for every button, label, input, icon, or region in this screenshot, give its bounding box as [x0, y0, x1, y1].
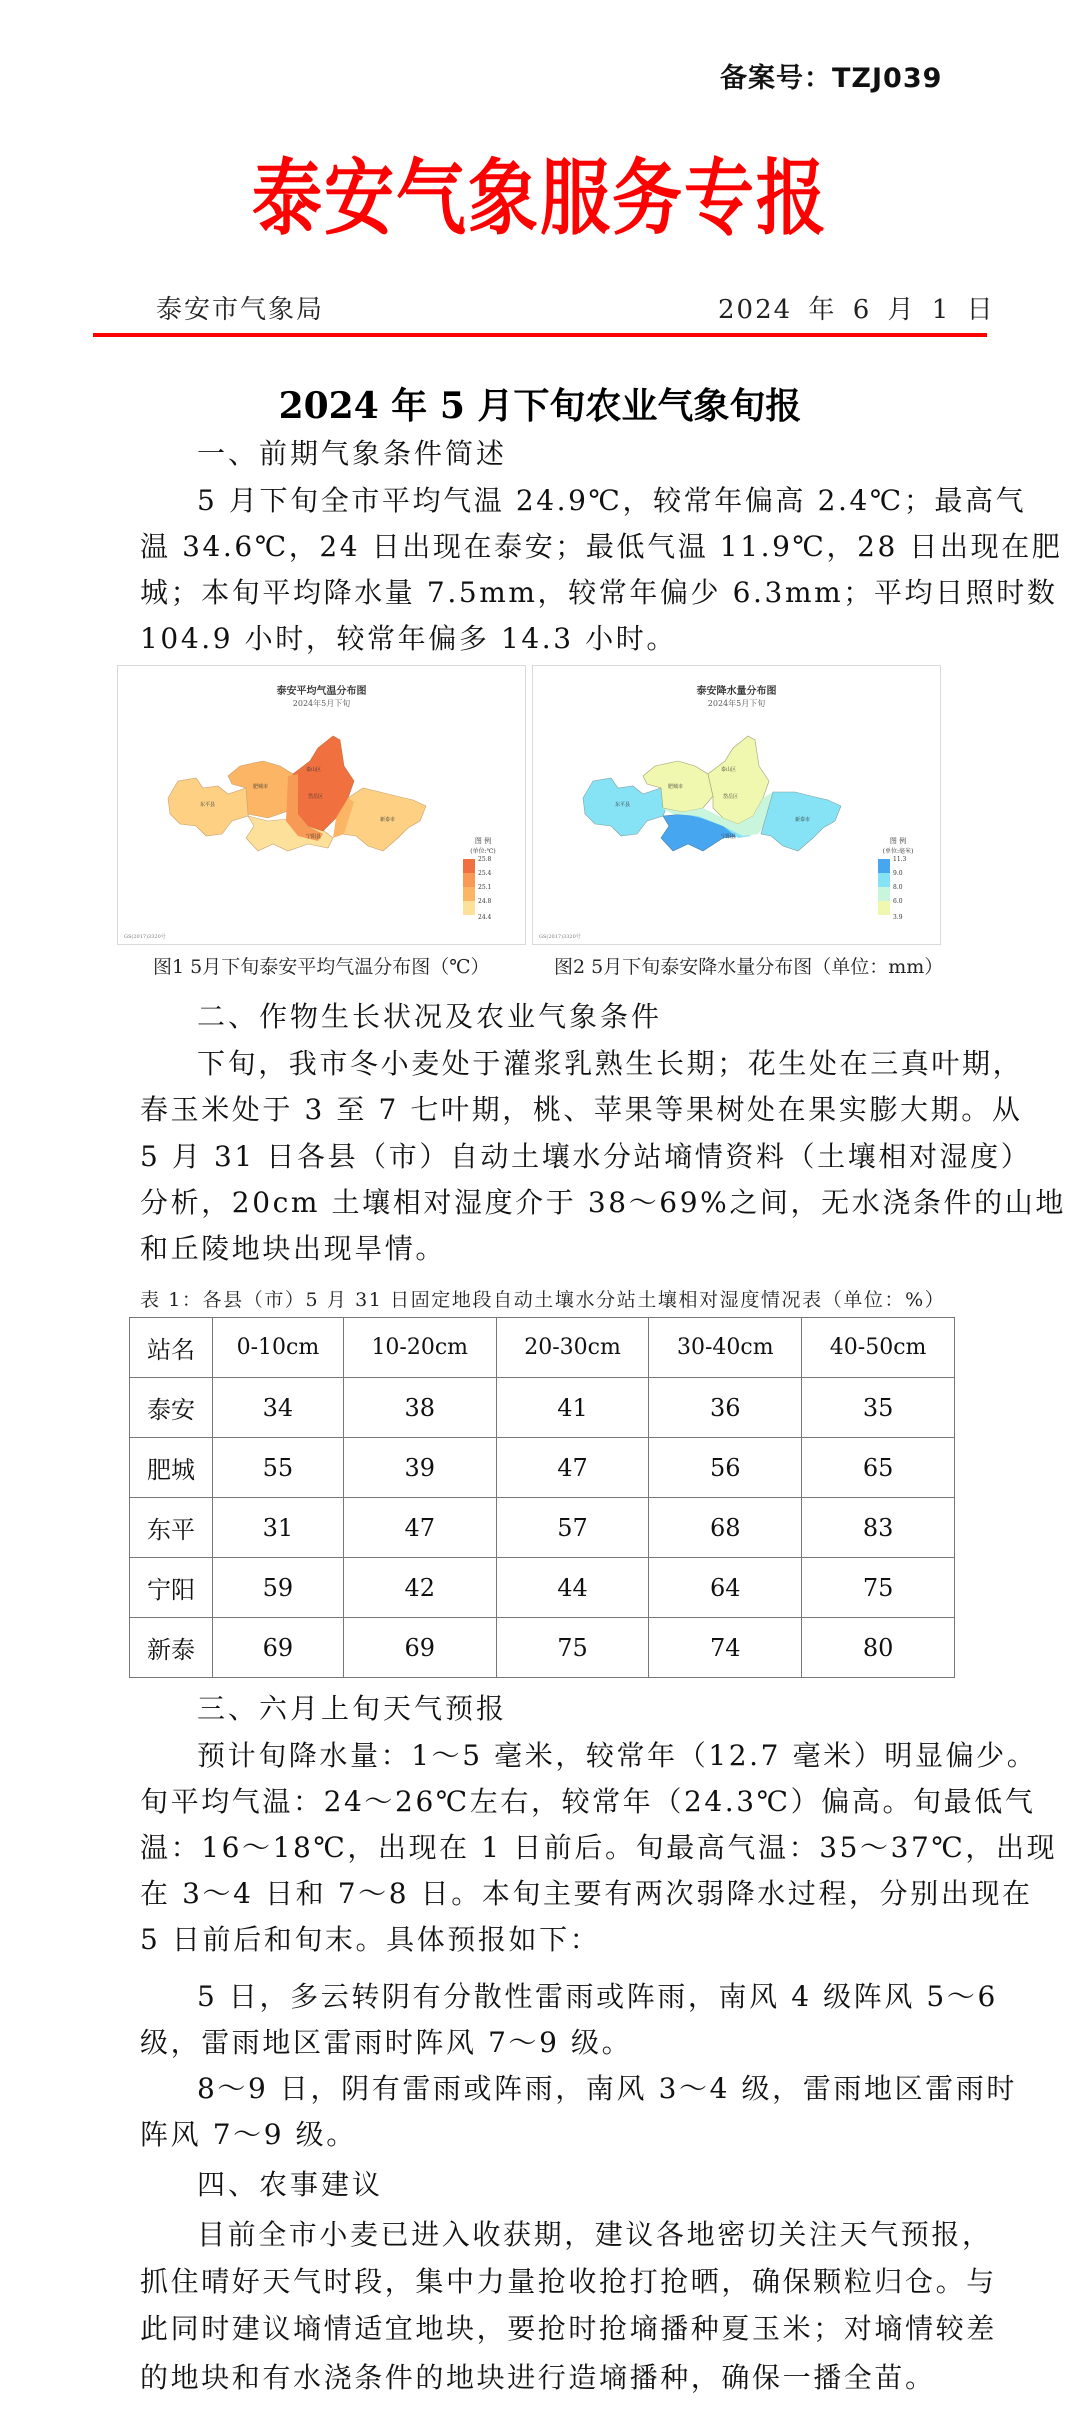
table-cell: 36	[649, 1378, 802, 1438]
legend-value: 25.4	[478, 870, 492, 877]
table-cell: 47	[496, 1438, 649, 1498]
table-header: 20-30cm	[496, 1318, 649, 1378]
section3-line: 5 日，多云转阴有分散性雷雨或阵雨，南风 4 级阵风 5～6	[197, 1980, 998, 2013]
station-name: 泰安	[130, 1378, 213, 1438]
legend-value: 24.4	[478, 914, 492, 921]
table-cell: 69	[343, 1618, 496, 1678]
table-row	[130, 1498, 955, 1558]
map-label: 新泰市	[795, 817, 811, 823]
section4-heading: 四、农事建议	[197, 2168, 384, 2201]
table-header: 40-50cm	[802, 1318, 955, 1378]
table-cell: 57	[496, 1498, 649, 1558]
table-cell: 38	[343, 1378, 496, 1438]
table-cell: 44	[496, 1558, 649, 1618]
map-label: 肥城市	[253, 784, 269, 790]
legend-unit: (单位:毫米)	[882, 848, 914, 855]
section3-line: 阵风 7～9 级。	[140, 2118, 357, 2151]
table-cell: 39	[343, 1438, 496, 1498]
table-cell: 56	[649, 1438, 802, 1498]
legend-title: 图 例	[889, 837, 907, 845]
table-cell: 75	[802, 1558, 955, 1618]
table-cell: 31	[213, 1498, 344, 1558]
section3-line: 温：16～18℃，出现在 1 日前后。旬最高气温：35～37℃，出现	[140, 1831, 1058, 1864]
section1-line: 城；本旬平均降水量 7.5mm，较常年偏少 6.3mm；平均日照时数	[140, 576, 1058, 609]
table-cell: 47	[343, 1498, 496, 1558]
map-legend	[463, 836, 503, 921]
table-row	[130, 1618, 955, 1678]
precipitation-map-shape	[573, 726, 873, 866]
figure-subtitle: 2024年5月下旬	[707, 699, 766, 708]
table-cell: 34	[213, 1378, 344, 1438]
section3-line: 在 3～4 日和 7～8 日。本旬主要有两次弱降水过程，分别出现在	[140, 1877, 1033, 1910]
map-legend	[878, 836, 918, 921]
map-label: 东平县	[615, 802, 631, 808]
legend-value: 3.9	[893, 914, 903, 921]
table-cell: 41	[496, 1378, 649, 1438]
red-divider	[93, 333, 987, 337]
legend-value: 25.1	[478, 884, 492, 891]
legend-unit: (单位:℃)	[470, 848, 496, 855]
section4-line: 目前全市小麦已进入收获期，建议各地密切关注天气预报，	[197, 2218, 993, 2251]
map-footnote: GS(2017)3320号	[124, 934, 166, 940]
figure-title: 泰安平均气温分布图	[276, 686, 367, 697]
map-label: 东平县	[200, 802, 216, 808]
figure1-caption: 图1 5月下旬泰安平均气温分布图（℃）	[153, 956, 490, 978]
table-header-row	[130, 1318, 955, 1378]
temperature-map-shape	[158, 726, 458, 866]
section3-line: 8～9 日，阴有雷雨或阵雨，南风 3～4 级，雷雨地区雷雨时	[197, 2072, 1017, 2105]
section3-line: 级，雷雨地区雷雨时阵风 7～9 级。	[140, 2026, 633, 2059]
map-label: 宁阳县	[306, 834, 322, 840]
section2-line: 下旬，我市冬小麦处于灌浆乳熟生长期；花生处在三真叶期，	[197, 1047, 1024, 1080]
filing-number: 备案号：TZJ039	[720, 63, 943, 94]
section3-line: 预计旬降水量：1～5 毫米，较常年（12.7 毫米）明显偏少。	[197, 1739, 1038, 1772]
section4-line: 抓住晴好天气时段，集中力量抢收抢打抢晒，确保颗粒归仓。与	[140, 2265, 997, 2298]
table-row	[130, 1438, 955, 1498]
section1-line: 温 34.6℃，24 日出现在泰安；最低气温 11.9℃，28 日出现在肥	[140, 530, 1063, 563]
section2-line: 春玉米处于 3 至 7 七叶期，桃、苹果等果树处在果实膨大期。从	[140, 1093, 1023, 1126]
table-cell: 69	[213, 1618, 344, 1678]
legend-value: 6.0	[893, 898, 903, 905]
section4-line: 此同时建议墒情适宜地块，要抢时抢墒播种夏玉米；对墒情较差	[140, 2312, 997, 2345]
table-cell: 80	[802, 1618, 955, 1678]
map-label: 岱岳区	[723, 794, 739, 800]
table-cell: 68	[649, 1498, 802, 1558]
table-cell: 74	[649, 1618, 802, 1678]
legend-title: 图 例	[474, 837, 492, 845]
map-label: 肥城市	[668, 784, 684, 790]
station-name: 新泰	[130, 1618, 213, 1678]
section2-line: 5 月 31 日各县（市）自动土壤水分站墒情资料（土壤相对湿度）	[140, 1140, 1032, 1173]
station-name: 肥城	[130, 1438, 213, 1498]
table-cell: 83	[802, 1498, 955, 1558]
map-label: 宁阳县	[721, 834, 737, 840]
masthead-title: 泰安气象服务专报	[252, 148, 828, 247]
table-cell: 75	[496, 1618, 649, 1678]
table-cell: 55	[213, 1438, 344, 1498]
section4-line: 的地块和有水浇条件的地块进行造墒播种，确保一播全苗。	[140, 2361, 936, 2394]
temperature-map-figure	[117, 665, 526, 945]
precipitation-map-figure	[532, 665, 941, 945]
section3-line: 旬平均气温：24～26℃左右，较常年（24.3℃）偏高。旬最低气	[140, 1785, 1036, 1818]
map-label: 泰山区	[306, 767, 322, 773]
table-header: 0-10cm	[213, 1318, 344, 1378]
soil-moisture-table	[129, 1317, 955, 1678]
map-label: 新泰市	[380, 817, 396, 823]
section3-line: 5 日前后和旬末。具体预报如下：	[140, 1923, 601, 1956]
section3-heading: 三、六月上旬天气预报	[197, 1692, 508, 1725]
table-caption: 表 1：各县（市）5 月 31 日固定地段自动土壤水分站土壤相对湿度情况表（单位：%）	[140, 1289, 946, 1311]
table-row	[130, 1378, 955, 1438]
table-header: 10-20cm	[343, 1318, 496, 1378]
section2-heading: 二、作物生长状况及农业气象条件	[197, 1000, 663, 1033]
section2-line: 和丘陵地块出现旱情。	[140, 1232, 447, 1265]
issue-date: 2024 年 6 月 1 日	[718, 295, 995, 325]
table-row	[130, 1558, 955, 1618]
issuing-organization: 泰安市气象局	[156, 295, 325, 325]
table-header: 站名	[130, 1318, 213, 1378]
legend-value: 24.8	[478, 898, 492, 905]
report-title: 2024 年 5 月下旬农业气象旬报	[278, 385, 802, 427]
legend-value: 11.3	[893, 856, 907, 863]
figure2-caption: 图2 5月下旬泰安降水量分布图（单位：mm）	[554, 956, 944, 978]
map-label: 岱岳区	[308, 794, 324, 800]
legend-value: 8.0	[893, 884, 903, 891]
table-cell: 42	[343, 1558, 496, 1618]
section1-line: 104.9 小时，较常年偏多 14.3 小时。	[140, 622, 678, 655]
station-name: 宁阳	[130, 1558, 213, 1618]
section2-line: 分析，20cm 土壤相对湿度介于 38～69%之间，无水浇条件的山地	[140, 1186, 1066, 1219]
figure-subtitle: 2024年5月下旬	[292, 699, 351, 708]
table-cell: 65	[802, 1438, 955, 1498]
map-footnote: GS(2017)3320号	[539, 934, 581, 940]
legend-value: 25.8	[478, 856, 492, 863]
figure-title: 泰安降水量分布图	[696, 686, 777, 697]
section1-line: 5 月下旬全市平均气温 24.9℃，较常年偏高 2.4℃；最高气	[197, 484, 1027, 517]
table-cell: 59	[213, 1558, 344, 1618]
table-cell: 35	[802, 1378, 955, 1438]
table-cell: 64	[649, 1558, 802, 1618]
map-label: 泰山区	[721, 767, 737, 773]
legend-value: 9.0	[893, 870, 903, 877]
table-header: 30-40cm	[649, 1318, 802, 1378]
station-name: 东平	[130, 1498, 213, 1558]
section1-heading: 一、前期气象条件简述	[197, 437, 508, 470]
